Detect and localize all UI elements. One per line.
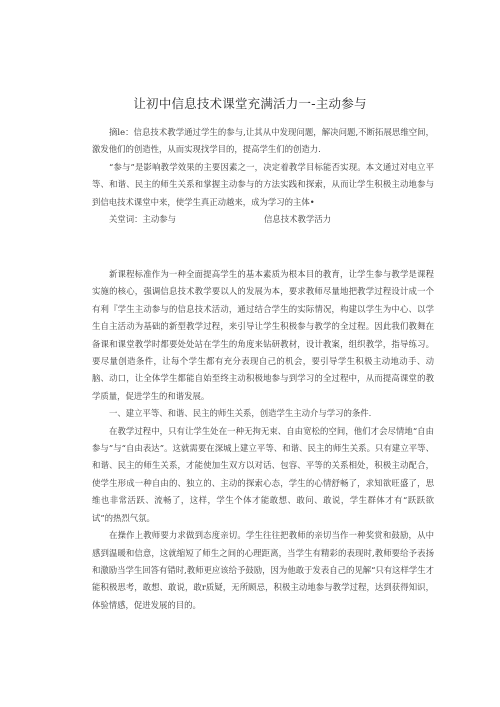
body-paragraph-attitude: 在操作上教师要力求做到态度亲切。学生往往把教师的亲切当作一种奖赏和鼓励，从中感到温暖和信意，这就缩短了师生之间的心理距离，当学生有精彩的表现时,教师要给予表扬和激励当学生回答有错时,教师更应该给予鼓励，因为他敢于发表自己的见解“只有这样学生才能积极思考，敢想、敢说，敢r质疑，无所顾忌，积极主动地参与教学过程，达到获得知识，体验情感，促进发展的目的。 xyxy=(92,530,434,610)
body-paragraph-relations: 在教学过程中，只有让学生处在一种无拘无束、自由宽松的空间，他们才会尽情地“自由参与”与“自由表达”。这就需要在深城上建立平等、和谐、民主的师生关系。只有建立平等、和谐、民主的师生关系，才能使加生双方以对话、包容、平等的关系相处，积极主动配合，使学生形成一种自由的、独立的、主动的探索心态，学生的心情舒畅了，求知欲旺盛了，思维也非常活跃、流畅了，这样，学生个体才能敢想、敢问、敢说，学生群体才有“跃跃欲试”的热烈气氛。 xyxy=(92,425,434,523)
body-paragraph-intro: 新课程标准作为一种全面提高学生的基本素质为根本目的教育，让学生参与教学是课程实施的核心，强调信息技术教学要以人的发展为本，要求教师尽量地把教学过程设计成一个有利『学生主动参与的信息技术活动，通过结合学生的实际情况，构建以学生为中心、以学生自主活动为基础的新型教学过程，来引导让学生积极参与教学的全过程。因此我们教舞在备课和课堂教学时都要处处站在学生的角度来钻研教材，设计教案，组织教学，指导练习。要尽量创造条件，让每个学生都有充分表现自己的机会，要引导学生积极主动地动手、动脑、动口，让全体学生都能自始至终主动积极地参与到学习的全过程中，从而提高课堂的教学质量，促进学生的和谐发展。 xyxy=(92,269,434,401)
section-heading-1: 一、建立平等、和谐、民主的师生关系，创造学生主动介与学习的条件. xyxy=(109,408,372,419)
document-title: 让初中信息技术课堂充满活力一-主动参与 xyxy=(133,96,367,111)
keywords-value: 信息技术教学活力 xyxy=(264,214,331,225)
keywords-label: 关堂词：主动参与 xyxy=(109,214,176,225)
abstract-section xyxy=(92,124,434,228)
body-section xyxy=(92,266,434,614)
abstract-paragraph-2: “参与”是影响教学效果的主要因素之一，决定着教学目标能否实现。本文通过对电立平等、和谐、民主的师生关系和掌握主动参与的方法实践和探索，从而让学生积极主动地参与到信电技术课堂中来，使学生真正动越来，成为学习的主体• xyxy=(92,161,434,207)
abstract-paragraph-1: 摘le：信息技术教学通过学生的参与,让其从中发现问题，解决问题,不断拓展思维空间，激发他们的创造性，从而实现找学目的，提高学生们的创造力. xyxy=(92,127,434,155)
keywords-line xyxy=(92,211,434,228)
